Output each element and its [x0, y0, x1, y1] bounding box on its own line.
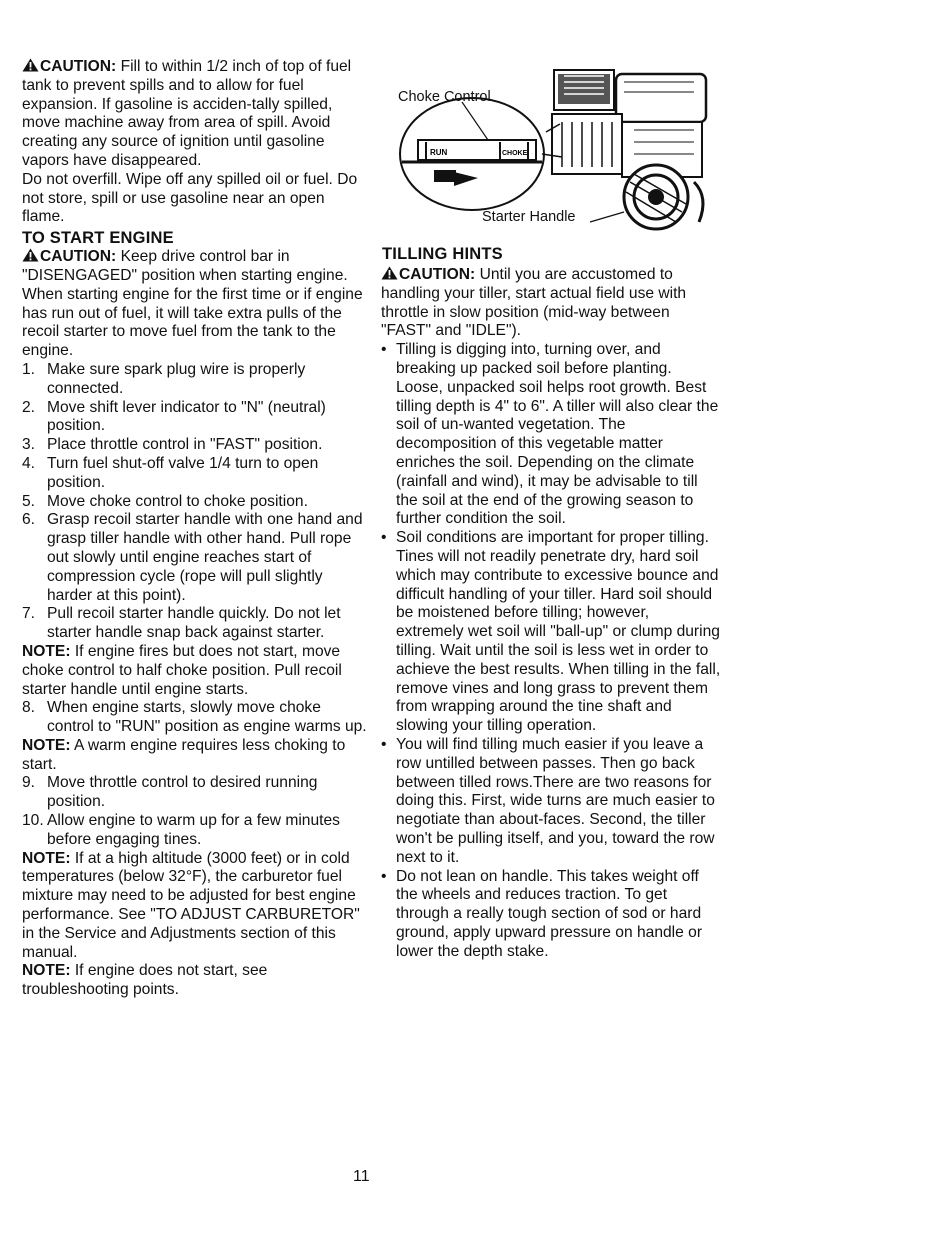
- step-item: 3. Place throttle control in "FAST" position.: [22, 436, 323, 454]
- step-item: 4. Turn fuel shut-off valve 1/4 turn to open position.: [22, 454, 319, 491]
- note-label: NOTE:: [22, 642, 71, 660]
- step-item: 1. Make sure spark plug wire is properly connected.: [22, 360, 306, 397]
- caution-label: CAUTION:: [40, 58, 117, 75]
- right-column: [381, 244, 721, 961]
- drive-caution-paragraph: [22, 248, 367, 286]
- list-item: • Do not lean on handle. This takes weight off the wheels and reduces traction. To get through a really tough section of sod or hard ground, apply upward pressure on handle or lower the depth stake.: [381, 867, 703, 960]
- step-item: 9. Move throttle control to desired running position.: [22, 774, 318, 811]
- step-item: 10. Allow engine to warm up for a few minutes before engaging tines.: [22, 812, 340, 848]
- caution-label: CAUTION:: [40, 248, 117, 266]
- first-time-paragraph: When starting engine for the first time or if engine has run out of fuel, it will take extra pulls of the recoil starter to move fuel from the tank to the engine.: [22, 285, 363, 360]
- list-item: • Tilling is digging into, turning over, and breaking up packed soil before planting. Loose, unpacked soil helps root growth. Best tilling depth is 4" to 6". A tiller will also clear the soil of un-wanted vegetation. The decomposition of this vegetable matter enriches the soil. Depending on the climate (rainfall and wind), it may be advisable to till the soil at the end of the growing season to further condition the soil.: [381, 341, 719, 528]
- note-label: NOTE:: [22, 736, 71, 754]
- note-altitude: NOTE: If at a high altitude (3000 feet) or in cold temperatures (below 32°F), the carburetor fuel mixture may need to be adjusted for best engine performance. See "TO ADJUST CARBURETOR" in the Service and Adjustments section of this manual.: [22, 849, 360, 961]
- step-item: 8. When engine starts, slowly move choke control to "RUN" position as engine warms up.: [22, 699, 367, 736]
- note-troubleshooting: NOTE: If engine does not start, see troubleshooting points.: [22, 962, 268, 999]
- left-column: [22, 58, 367, 1000]
- step-item: 6. Grasp recoil starter handle with one hand and grasp tiller handle with other hand. Pull rope out slowly until engine reaches start of compression cycle (rope will pull slightly harder at this point).: [22, 511, 363, 604]
- step-item: 7. Pull recoil starter handle quickly. Do not let starter handle snap back against starter.: [22, 605, 341, 642]
- note-warm-engine: NOTE: A warm engine requires less choking to start.: [22, 736, 346, 773]
- list-item: • You will find tilling much easier if you leave a row untilled between passes. Then go back between tilled rows.There are two reasons for doing this. First, wide turns are much easier to negotiate than about-faces. Second, the tiller won't be pulling itself, and you, toward the row next to it.: [381, 735, 715, 866]
- run-label: RUN: [430, 148, 448, 157]
- tilling-hints-list: [381, 341, 721, 961]
- warning-triangle-icon: [381, 266, 398, 280]
- choke-control-label: Choke Control: [398, 89, 491, 105]
- warning-triangle-icon: [22, 58, 39, 72]
- engine-choke-figure: [394, 62, 724, 237]
- tilling-hints-heading: TILLING HINTS: [382, 245, 503, 263]
- warning-triangle-icon: [22, 248, 39, 262]
- step-item: 5. Move choke control to choke position.: [22, 492, 308, 510]
- note-half-choke: NOTE: If engine fires but does not start, move choke control to half choke position. Pull recoil starter handle until engine starts.: [22, 642, 342, 698]
- tilling-caution-text: Until you are accustomed to handling your tiller, start actual field use with throttle in slow position (mid-way between "FAST" and "IDLE").: [381, 266, 687, 340]
- overfill-paragraph: Do not overfill. Wipe off any spilled oil or fuel. Do not store, spill or use gasoline near an open flame.: [22, 170, 358, 226]
- tilling-caution-paragraph: [381, 266, 721, 341]
- choke-label: CHOKE: [502, 150, 528, 157]
- note-label: NOTE:: [22, 849, 71, 867]
- step-9-10-list: [22, 774, 367, 849]
- fuel-caution-text: Fill to within 1/2 inch of top of fuel tank to prevent spills and to allow for fuel expansion. If gasoline is acciden-tally spilled, move machine away from area of spill. Avoid creating any source of ignition until gasoline vapors have disappeared.: [22, 58, 352, 169]
- fuel-caution-paragraph: [22, 58, 367, 171]
- start-steps-list: [22, 361, 367, 643]
- starter-handle-label: Starter Handle: [482, 209, 576, 225]
- caution-label: CAUTION:: [399, 266, 476, 283]
- note-label: NOTE:: [22, 962, 71, 980]
- step-item: 2. Move shift lever indicator to "N" (neutral) position.: [22, 398, 326, 435]
- step-8-list: [22, 699, 367, 737]
- list-item: • Soil conditions are important for proper tilling. Tines will not readily penetrate dry, hard soil which may contribute to excessive bounce and difficult handling of your tiller. Hard soil should be moistened before tilling; however, extremely wet soil will "ball-up" or clump during tilling. Wait until the soil is less wet in order to achieve the best results. When tilling in the fall, remove vines and long grass to prevent them from wrapping around the tine shaft and slowing your tilling operation.: [381, 529, 721, 735]
- drive-caution-text: Keep drive control bar in "DISENGAGED" position when starting engine.: [22, 248, 348, 284]
- to-start-engine-heading: TO START ENGINE: [22, 229, 174, 248]
- page-number: 11: [353, 1168, 370, 1185]
